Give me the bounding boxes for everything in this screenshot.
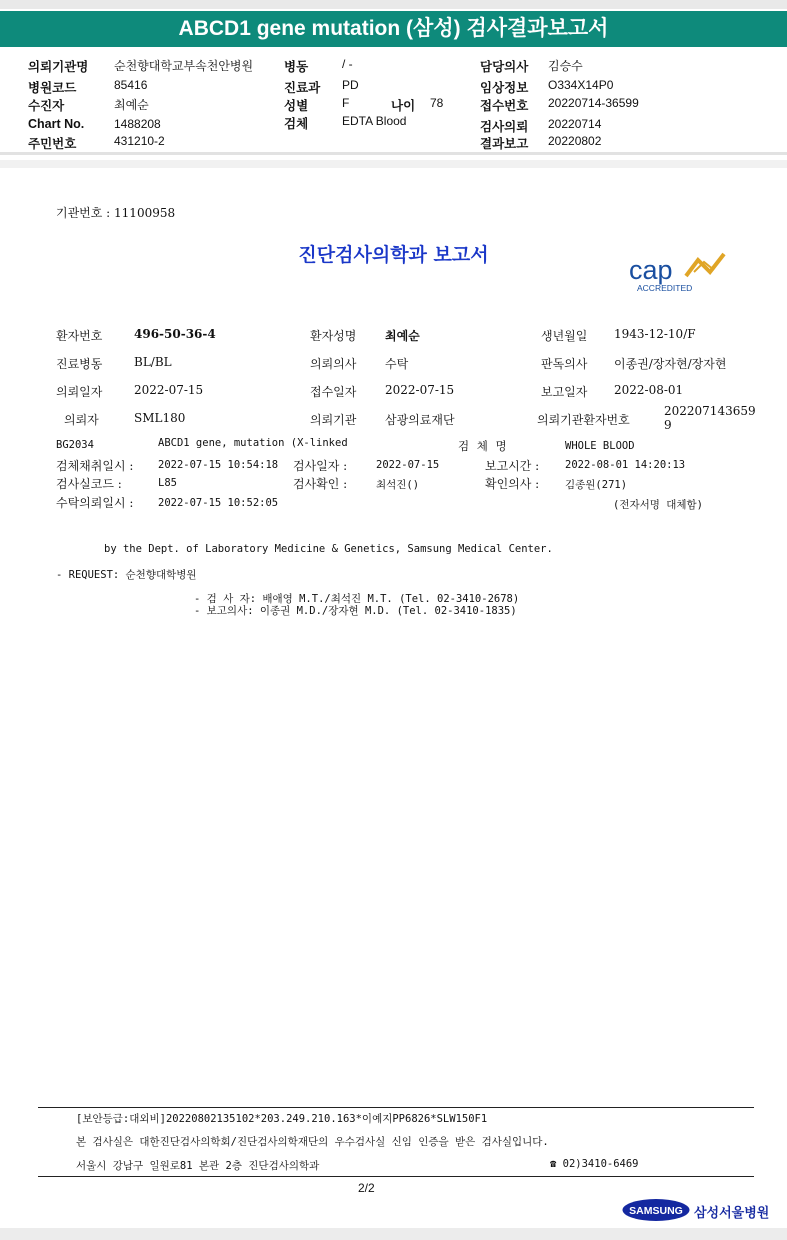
- institution-number: 기관번호 : 11100958: [56, 206, 176, 220]
- value-test-confirm: 최석진(): [376, 479, 420, 491]
- dept-note: by the Dept. of Laboratory Medicine & Genetics, Samsung Medical Center.: [104, 543, 553, 555]
- security-line: [보안등급:대외비]20220802135102*203.249.210.163*이예지PP6826*SLW150F1: [76, 1113, 488, 1125]
- cap-logo-icon: [628, 250, 732, 294]
- value-patient: 최예순: [114, 98, 149, 112]
- value-patient-no: 496-50-36-4: [134, 327, 216, 341]
- label-confirm-doctor: 확인의사 :: [485, 477, 540, 491]
- value-ward-detail: BL/BL: [134, 355, 172, 369]
- cap-accredited-logo: [628, 250, 732, 294]
- cap-logo-text: cap: [629, 255, 673, 285]
- label-patient-no: 환자번호: [56, 329, 103, 343]
- label-requesting-institution: 의뢰기관: [310, 413, 357, 427]
- label-requesting-doctor: 의뢰의사: [310, 357, 357, 371]
- value-test-request: 20220714: [548, 117, 602, 131]
- value-lab-code: L85: [158, 477, 177, 489]
- phone-line: ☎ 02)3410-6469: [550, 1158, 639, 1170]
- label-birthdate: 생년월일: [541, 329, 588, 343]
- value-test-date: 2022-07-15: [376, 459, 440, 471]
- header-shadow: [0, 160, 787, 168]
- label-resident-no: 주민번호: [28, 137, 77, 151]
- test-name: ABCD1 gene, mutation (X-linked: [158, 437, 348, 449]
- specimen-name-value: WHOLE BLOOD: [565, 440, 635, 452]
- report-title-bar: ABCD1 gene mutation (삼성) 검사결과보고서: [0, 11, 787, 47]
- label-specimen: 검체: [284, 117, 309, 131]
- value-report-date: 2022-08-01: [614, 383, 684, 397]
- label-consign-time: 수탁의뢰일시 :: [56, 496, 134, 510]
- label-institution: 의뢰기관명: [28, 60, 89, 74]
- label-result-report: 결과보고: [480, 137, 529, 151]
- label-sex: 성별: [284, 99, 309, 113]
- value-institution: 순천향대학교부속천안병원: [114, 59, 254, 73]
- label-request-date: 의뢰일자: [56, 385, 103, 399]
- label-test-date: 검사일자 :: [293, 459, 348, 473]
- cap-accredited-text: ACCREDITED: [637, 283, 693, 293]
- value-requester: SML180: [134, 411, 186, 425]
- reporter-note: - 보고의사: 이종권 M.D./장자현 M.D. (Tel. 02-3410-1835): [194, 605, 517, 617]
- label-hospital-code: 병원코드: [28, 81, 77, 95]
- label-ward-detail: 진료병동: [56, 357, 103, 371]
- value-collection-time: 2022-07-15 10:54:18: [158, 459, 279, 471]
- value-receipt-date: 2022-07-15: [385, 383, 455, 397]
- value-requesting-institution: 삼광의료재단: [385, 413, 455, 427]
- label-patient: 수진자: [28, 99, 65, 113]
- header-separator: [0, 152, 787, 155]
- label-reading-doctor: 판독의사: [541, 357, 588, 371]
- label-age: 나이: [391, 99, 416, 113]
- label-ward: 병동: [284, 60, 309, 74]
- specimen-name-label: 검 체 명: [458, 439, 509, 453]
- samsung-logo: [622, 1198, 690, 1222]
- samsung-logo-icon: [622, 1198, 690, 1222]
- esign-note: (전자서명 대체함): [613, 499, 703, 511]
- value-requesting-doctor: 수탁: [385, 357, 409, 371]
- top-strip: [0, 0, 787, 9]
- value-result-report: 20220802: [548, 134, 602, 148]
- samsung-logo-text: SAMSUNG: [629, 1205, 683, 1217]
- label-receipt-no: 접수번호: [480, 99, 529, 113]
- label-clinical-info: 임상정보: [480, 81, 529, 95]
- page-number: 2/2: [358, 1181, 375, 1195]
- footer-top-line: [38, 1107, 754, 1108]
- hospital-name: 삼성서울병원: [694, 1205, 770, 1220]
- value-request-date: 2022-07-15: [134, 383, 204, 397]
- value-resident-no: 431210-2: [114, 134, 165, 148]
- label-test-request: 검사의뢰: [480, 120, 529, 134]
- label-report-time: 보고시간 :: [485, 459, 540, 473]
- value-hospital-code: 85416: [114, 78, 148, 92]
- value-clinical-info: O334X14P0: [548, 78, 614, 92]
- label-requester: 의뢰자: [64, 413, 99, 427]
- value-sex: F: [342, 96, 350, 110]
- value-receipt-no: 20220714-36599: [548, 96, 639, 110]
- value-department: PD: [342, 78, 359, 92]
- label-report-date: 보고일자: [541, 385, 588, 399]
- value-chart-no: 1488208: [114, 117, 161, 131]
- value-patient-name: 최예순: [385, 329, 420, 343]
- label-institution-patient-no: 의뢰기관환자번호: [537, 413, 630, 427]
- value-age: 78: [430, 96, 444, 110]
- report-title: 진단검사의학과 보고서: [298, 244, 489, 266]
- footer-bottom-line: [38, 1176, 754, 1177]
- bottom-strip: [0, 1228, 787, 1240]
- value-specimen: EDTA Blood: [342, 114, 407, 128]
- label-collection-time: 검체채취일시 :: [56, 459, 134, 473]
- value-institution-patient-no-cont: 9: [664, 418, 672, 432]
- label-test-confirm: 검사확인 :: [293, 477, 348, 491]
- address-line: 서울시 강남구 일원로81 본관 2층 진단검사의학과: [76, 1160, 320, 1172]
- label-chart-no: Chart No.: [28, 117, 85, 131]
- test-code: BG2034: [56, 439, 94, 451]
- label-doctor: 담당의사: [480, 60, 529, 74]
- value-birthdate: 1943-12-10/F: [614, 327, 696, 341]
- label-lab-code: 검사실코드 :: [56, 477, 122, 491]
- value-ward: / -: [342, 57, 353, 71]
- value-report-time: 2022-08-01 14:20:13: [565, 459, 686, 471]
- label-department: 진료과: [284, 81, 321, 95]
- value-reading-doctor: 이종권/장자현/장자현: [614, 357, 727, 371]
- certification-line: 본 검사실은 대한진단검사의학회/진단검사의학재단의 우수검사실 신임 인증을 받은 검사실입니다.: [76, 1136, 549, 1148]
- value-doctor: 김승수: [548, 59, 583, 73]
- label-patient-name: 환자성명: [310, 329, 357, 343]
- tester-note: - 검 사 자: 배애영 M.T./최석진 M.T. (Tel. 02-3410-2678): [194, 593, 520, 605]
- request-note: - REQUEST: 순천향대학병원: [56, 569, 197, 581]
- label-receipt-date: 접수일자: [310, 385, 357, 399]
- value-institution-patient-no: 202207143659: [664, 404, 756, 418]
- value-confirm-doctor: 김종원(271): [565, 479, 628, 491]
- value-consign-time: 2022-07-15 10:52:05: [158, 497, 279, 509]
